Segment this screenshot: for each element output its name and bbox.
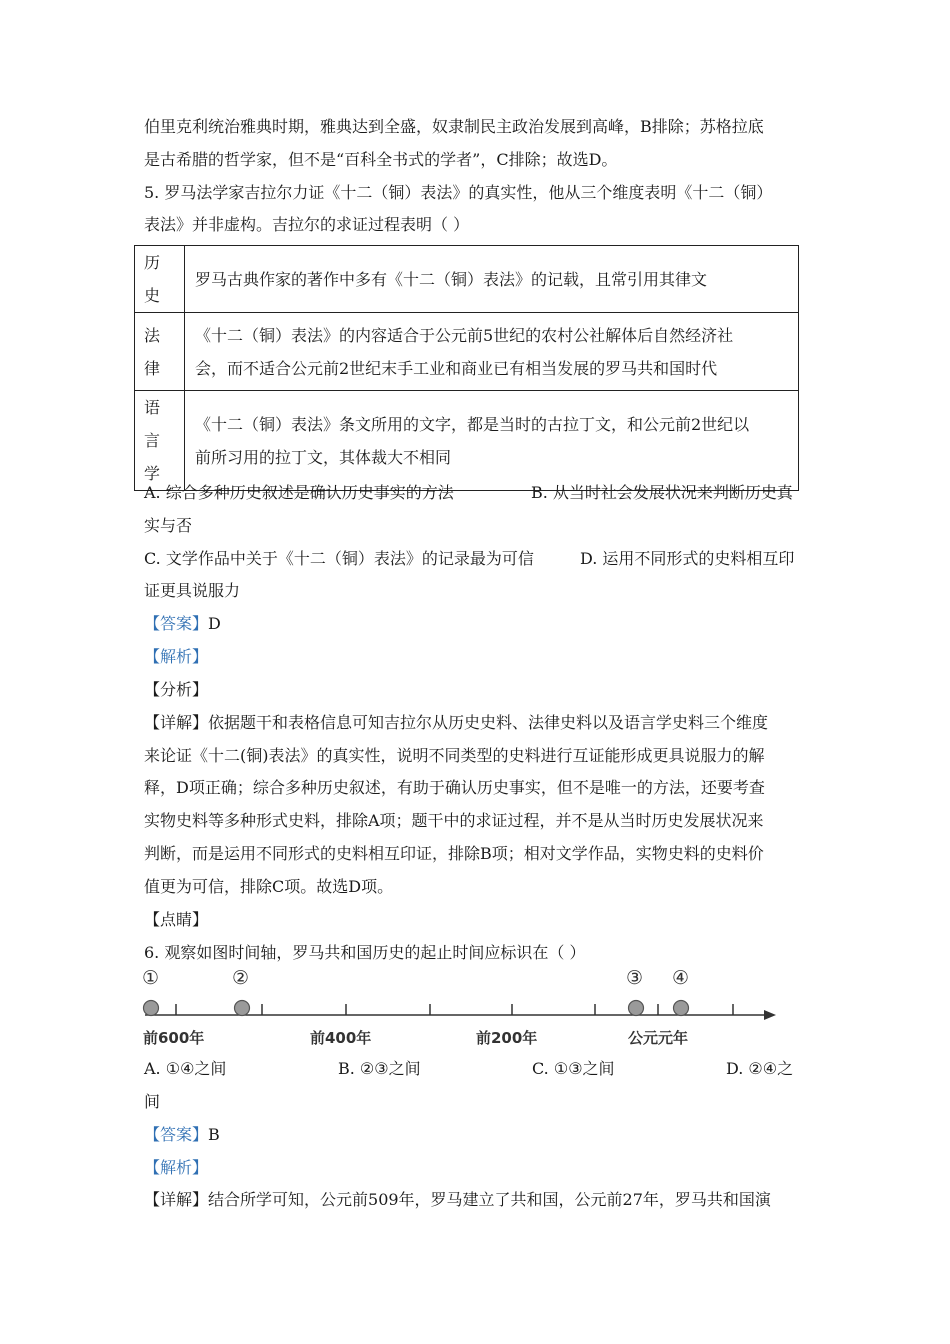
source-table	[134, 245, 799, 491]
axis-label: 公元元年	[628, 1029, 689, 1047]
detail-line: 值更为可信，排除C项。故选D项。	[144, 877, 394, 896]
table-row	[135, 313, 799, 391]
text-line: 是古希腊的哲学家，但不是“百科全书式的学者”，C排除；故选D。	[144, 150, 618, 169]
table-row	[135, 246, 799, 313]
axis-label: 前400年	[310, 1029, 372, 1047]
option-b: B. 从当时社会发展状况来判断历史真	[531, 483, 793, 502]
question-5-stem: 5. 罗马法学家吉拉尔力证《十二（铜）表法》的真实性，他从三个维度表明《十二（铜）	[144, 183, 773, 202]
text-line: 伯里克利统治雅典时期，雅典达到全盛，奴隶制民主政治发展到高峰，B排除；苏格拉底	[144, 117, 764, 136]
answer-line: 【答案】B	[144, 1125, 220, 1144]
analysis-tag: 【解析】	[144, 1158, 209, 1177]
marker-label: ④	[672, 967, 690, 989]
question-6-stem: 6. 观察如图时间轴，罗马共和国历史的起止时间应标识在（ ）	[144, 943, 586, 962]
timeline-marker	[235, 1001, 250, 1016]
detail-line: 来论证《十二(铜)表法》的真实性，说明不同类型的史料进行互证能形成更具说服力的解	[144, 746, 765, 765]
table-row	[135, 391, 799, 491]
analysis-tag: 【解析】	[144, 647, 209, 666]
table-value: 罗马古典作家的著作中多有《十二（铜）表法》的记载，且常引用其律文	[185, 246, 799, 313]
option-a: A. 综合多种历史叙述是确认历史事实的方法	[144, 483, 454, 502]
answer-line: 【答案】D	[144, 614, 221, 633]
option-d-cont: 证更具说服力	[144, 581, 241, 600]
timeline-marker	[674, 1001, 689, 1016]
question-5-stem: 表法》并非虚构。吉拉尔的求证过程表明（ ）	[144, 215, 470, 234]
detail-line: 【详解】依据题干和表格信息可知吉拉尔从历史史料、法律史料以及语言学史料三个维度	[144, 713, 769, 732]
timeline-marker	[144, 1001, 159, 1016]
axis-label: 前600年	[143, 1029, 205, 1047]
table-key: 历史	[135, 246, 185, 313]
fenxi-tag: 【分析】	[144, 680, 209, 699]
detail-line: 释，D项正确；综合多种历史叙述，有助于确认历史事实，但不是唯一的方法，还要考查	[144, 778, 765, 797]
marker-label: ③	[626, 967, 644, 989]
option-d: D. 运用不同形式的史料相互印	[580, 549, 795, 568]
table-value: 《十二（铜）表法》条文所用的文字，都是当时的古拉丁文，和公元前2世纪以 前所习用的拉丁文，其体裁大不相同	[185, 391, 799, 491]
table-key: 语言 学	[135, 391, 185, 491]
marker-label: ②	[232, 967, 250, 989]
detail-line: 判断，而是运用不同形式的史料相互印证，排除B项；相对文学作品，实物史料的史料价	[144, 844, 764, 863]
option-c: C. 文学作品中关于《十二（铜）表法》的记录最为可信	[144, 549, 534, 568]
table-value: 《十二（铜）表法》的内容适合于公元前5世纪的农村公社解体后自然经济社 会，而不适合公元前2世纪末手工业和商业已有相当发展的罗马共和国时代	[185, 313, 799, 391]
option-c: C. ①③之间	[532, 1059, 615, 1078]
dianjing-tag: 【点睛】	[144, 910, 209, 929]
option-d: D. ②④之	[726, 1059, 794, 1078]
option-b-cont: 实与否	[144, 516, 193, 535]
option-d-cont: 间	[144, 1092, 161, 1111]
detail-line: 实物史料等多种形式史料，排除A项；题干中的求证过程，并不是从当时历史发展状况来	[144, 811, 764, 830]
marker-label: ①	[142, 967, 160, 989]
detail-line: 【详解】结合所学可知，公元前509年，罗马建立了共和国，公元前27年，罗马共和国演	[144, 1190, 771, 1209]
axis-label: 前200年	[476, 1029, 538, 1047]
option-a: A. ①④之间	[144, 1059, 227, 1078]
table-key: 法律	[135, 313, 185, 391]
option-b: B. ②③之间	[338, 1059, 421, 1078]
timeline-marker	[629, 1001, 644, 1016]
